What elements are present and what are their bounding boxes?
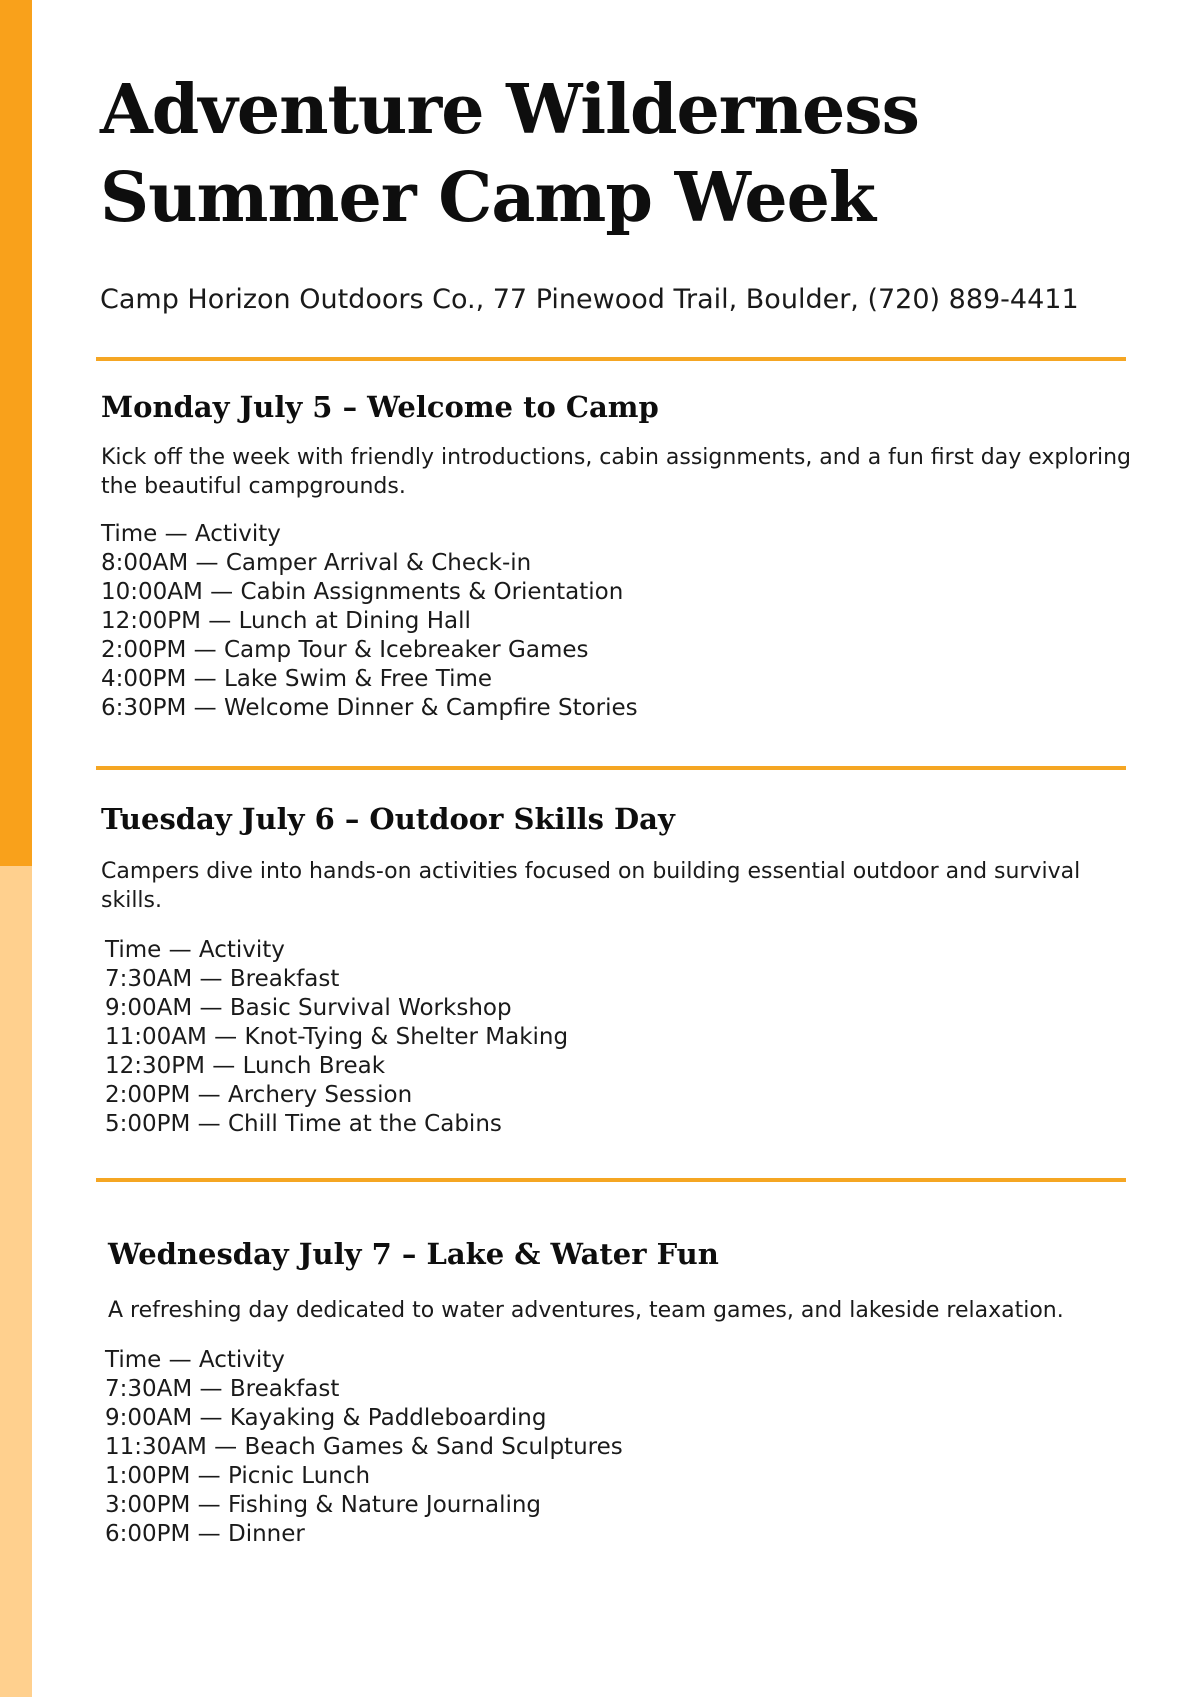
day-description: A refreshing day dedicated to water adventures, team games, and lakeside relaxation.	[108, 1298, 1064, 1323]
day-heading: Wednesday July 7 – Lake & Water Fun	[108, 1237, 719, 1271]
schedule-header: Time — Activity	[105, 937, 285, 963]
schedule-item: 2:00PM — Archery Session	[105, 1082, 413, 1108]
schedule-item: 9:00AM — Basic Survival Workshop	[105, 995, 512, 1021]
day-section-wednesday	[105, 1234, 1148, 1549]
day-heading: Monday July 5 – Welcome to Camp	[101, 390, 659, 424]
schedule-item: 11:00AM — Knot-Tying & Shelter Making	[105, 1024, 569, 1050]
day-heading: Tuesday July 6 – Outdoor Skills Day	[101, 802, 675, 836]
schedule-item: 7:30AM — Breakfast	[105, 966, 340, 992]
schedule-item: 3:00PM — Fishing & Nature Journaling	[105, 1492, 542, 1518]
schedule-item: 8:00AM — Camper Arrival & Check-in	[101, 550, 532, 576]
title-line-2: Summer Camp Week	[100, 158, 876, 238]
title-line-1: Adventure Wilderness	[100, 70, 919, 150]
schedule-list	[105, 936, 1141, 1139]
section-divider	[96, 766, 1126, 770]
day-section-tuesday	[101, 799, 1141, 1139]
accent-sidebar-light	[0, 866, 32, 1697]
schedule-item: 1:00PM — Picnic Lunch	[105, 1463, 371, 1489]
schedule-item: 9:00AM — Kayaking & Paddleboarding	[105, 1405, 547, 1431]
schedule-header: Time — Activity	[105, 1347, 285, 1373]
schedule-header: Time — Activity	[101, 521, 281, 547]
section-divider	[96, 1178, 1126, 1182]
schedule-item: 12:00PM — Lunch at Dining Hall	[101, 608, 471, 634]
section-divider	[96, 357, 1126, 361]
day-description: Kick off the week with friendly introductions, cabin assignments, and a fun first day exploring the beautiful campgrounds.	[101, 445, 1132, 499]
schedule-item: 12:30PM — Lunch Break	[105, 1053, 386, 1079]
schedule-list	[105, 1346, 1148, 1549]
schedule-item: 6:00PM — Dinner	[105, 1521, 305, 1547]
contact-info: Camp Horizon Outdoors Co., 77 Pinewood Trail, Boulder, (720) 889-4411	[100, 284, 1079, 315]
schedule-item: 10:00AM — Cabin Assignments & Orientation	[101, 579, 624, 605]
day-description: Campers dive into hands-on activities focused on building essential outdoor and survival skills.	[101, 859, 1081, 913]
accent-sidebar	[0, 0, 32, 866]
schedule-item: 11:30AM — Beach Games & Sand Sculptures	[105, 1434, 623, 1460]
schedule-item: 5:00PM — Chill Time at the Cabins	[105, 1111, 502, 1137]
schedule-item: 6:30PM — Welcome Dinner & Campfire Stories	[101, 695, 638, 721]
schedule-item: 2:00PM — Camp Tour & Icebreaker Games	[101, 637, 589, 663]
day-section-monday	[101, 387, 1141, 723]
schedule-item: 7:30AM — Breakfast	[105, 1376, 340, 1402]
schedule-list	[101, 520, 1141, 723]
schedule-item: 4:00PM — Lake Swim & Free Time	[101, 666, 493, 692]
page-title	[100, 66, 919, 242]
